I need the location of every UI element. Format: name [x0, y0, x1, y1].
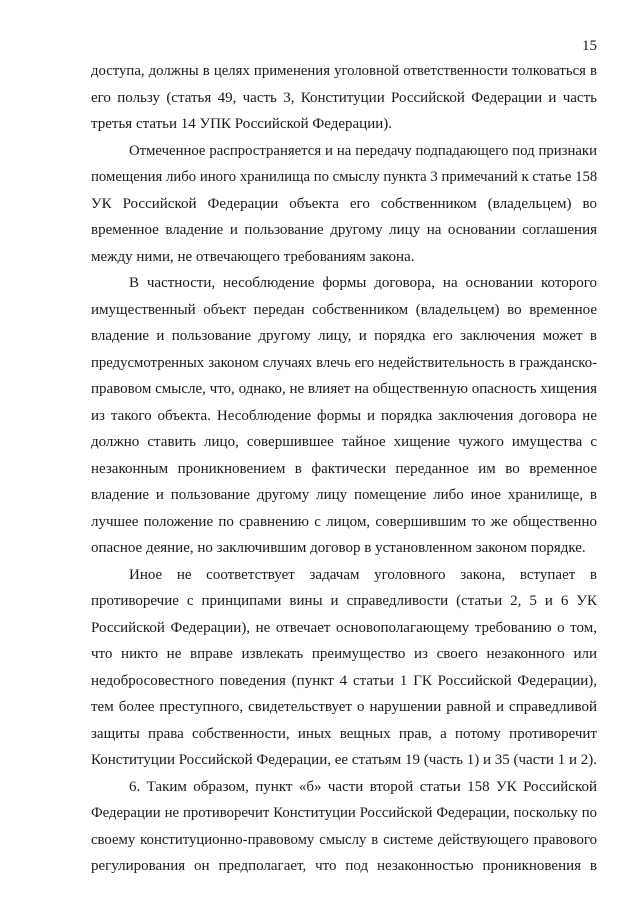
text-line: противоречие с принципами вины и справедливости (статьи 2, 5 и 6 УК [91, 593, 597, 609]
text-line: своему конституционно-правовому смыслу в системе действующего правового [91, 831, 597, 848]
text-line: владение и пользование другому лицу, и порядка его заключения может в [91, 328, 597, 344]
text-line: что никто не вправе извлекать преимущество из своего незаконного или [91, 646, 597, 662]
text-line: недобросовестного поведения (пункт 4 статьи 1 ГК Российской Федерации), [91, 672, 597, 689]
text-line: правовом смысле, что, однако, не влияет на общественную опасность хищения [91, 381, 597, 397]
text-line: Федерации не противоречит Конституции Российской Федерации, поскольку по [91, 805, 597, 821]
text-line: Конституции Российской Федерации, ее статьям 19 (часть 1) и 35 (части 1 и 2). [91, 752, 597, 768]
page-number: 15 [582, 38, 597, 54]
text-line: 6. Таким образом, пункт «б» части второй статьи 158 УК Российской [129, 778, 597, 795]
text-line: доступа, должны в целях применения уголовной ответственности толковаться в [91, 63, 597, 79]
text-line: Иное не соответствует задачам уголовного закона, вступает в [129, 566, 597, 583]
text-line: незаконным проникновением в фактически переданное им во временное [91, 460, 597, 477]
paragraph-5 [91, 774, 597, 880]
text-line: должно ставить лицо, совершившее тайное хищение чужого имущества с [91, 434, 597, 450]
text-line: защиты права собственности, иных вещных прав, а потому противоречит [91, 725, 597, 742]
paragraph-2 [91, 138, 597, 271]
text-line: регулирования он предполагает, что под незаконностью проникновения в [91, 858, 597, 874]
text-line: третья статьи 14 УПК Российской Федерации). [91, 116, 392, 132]
paragraph-3 [91, 270, 597, 562]
text-line: владение и пользование другому лицу помещение либо иное хранилище, в [91, 487, 597, 503]
text-line: тем более преступного, свидетельствует о нарушении равной и справедливой [91, 699, 597, 715]
text-line: УК Российской Федерации объекта его собственником (владельцем) во [91, 195, 597, 212]
text-line: В частности, несоблюдение формы договора, на основании которого [129, 275, 597, 291]
paragraph-1 [91, 58, 597, 138]
text-line: помещения либо иного хранилища по смыслу пункта 3 примечаний к статье 158 [91, 169, 597, 185]
text-line: Российской Федерации), не отвечает основополагающему требованию о том, [91, 619, 597, 636]
text-line: Отмеченное распространяется и на передачу подпадающего под признаки [129, 142, 597, 159]
body-text [91, 58, 597, 880]
text-line: имущественный объект передан собственником (владельцем) во временное [91, 301, 597, 318]
text-line: лучшее положение по сравнению с лицом, совершившим то же общественно [91, 513, 597, 530]
text-line: из такого объекта. Несоблюдение формы и порядка заключения договора не [91, 407, 597, 424]
text-line: предусмотренных законом случаях влечь его недействительность в гражданско- [91, 354, 597, 371]
text-line: временное владение и пользование другому лицу на основании соглашения [91, 222, 597, 238]
text-line: между ними, не отвечающего требованиям закона. [91, 248, 415, 265]
text-line: опасное деяние, но заключившим договор в установленном законом порядке. [91, 540, 586, 556]
text-line: его пользу (статья 49, часть 3, Конституции Российской Федерации и часть [91, 89, 597, 106]
paragraph-4 [91, 562, 597, 774]
